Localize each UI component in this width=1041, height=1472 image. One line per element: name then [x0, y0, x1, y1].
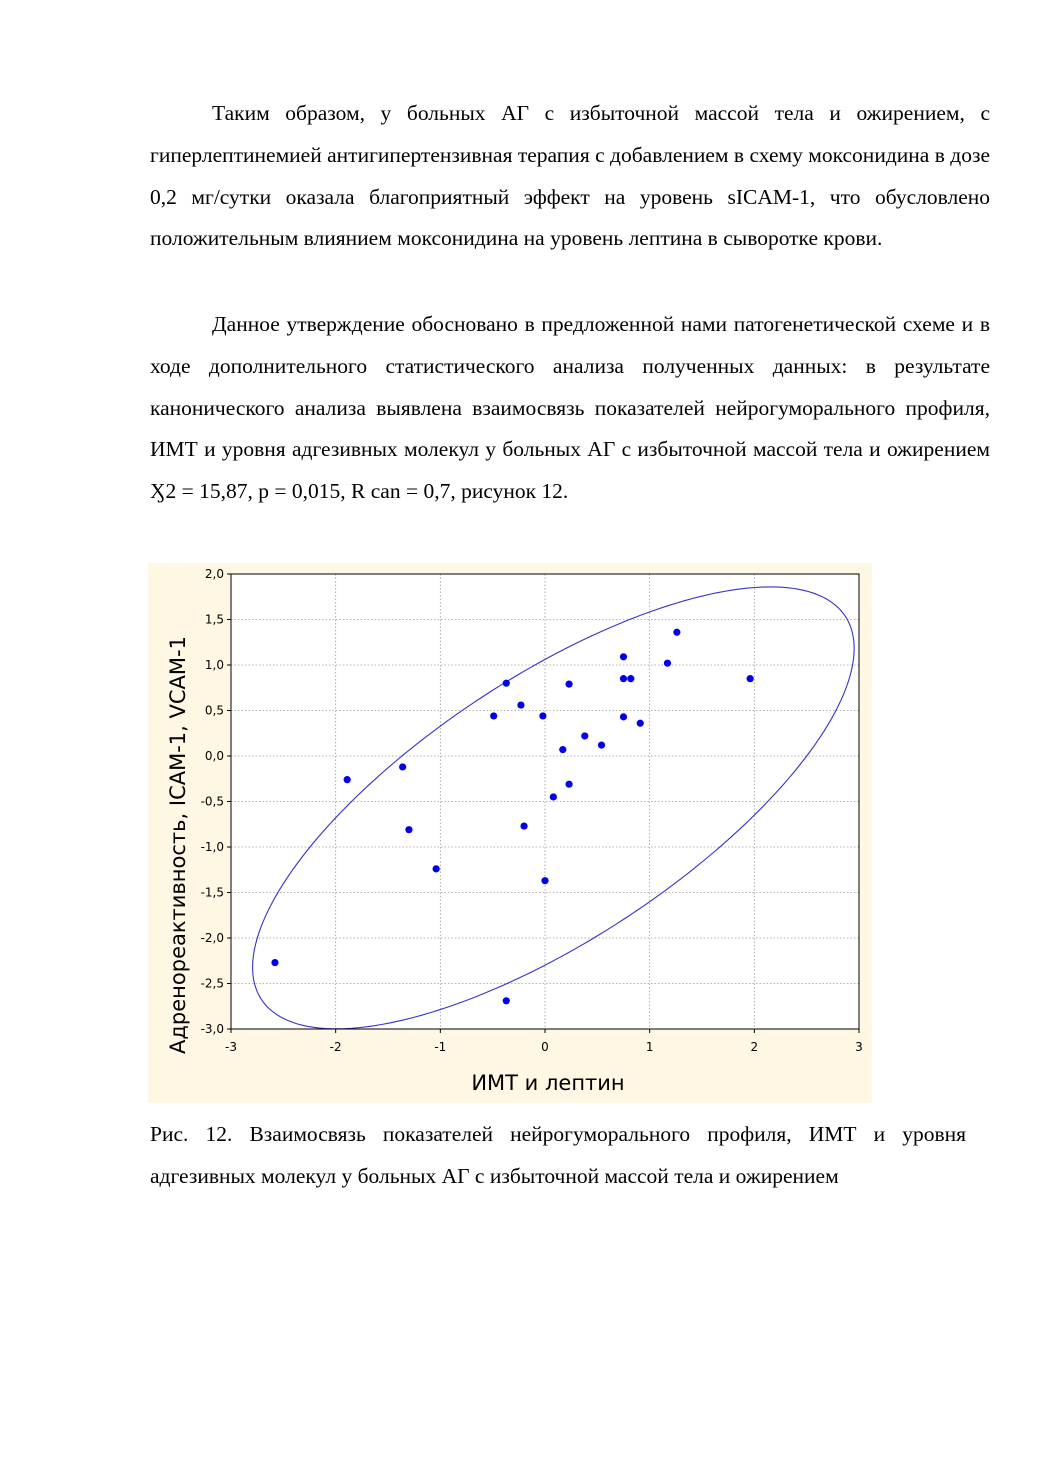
figure-caption: Рис. 12. Взаимосвязь показателей нейрогуморального профиля, ИМТ и уровня адгезивных молекул у больных АГ с избыточной массой тела и ожирением: [150, 1122, 966, 1188]
scatter-point: [565, 781, 572, 788]
y-tick-label: 2,0: [204, 567, 224, 581]
scatter-point: [627, 675, 634, 682]
y-tick-label: -2,5: [200, 976, 224, 991]
scatter-point: [520, 822, 527, 829]
x-tick-label: -1: [434, 1040, 447, 1054]
y-axis-title: Адренореактивность, ICAM-1, VCAM-1: [166, 636, 190, 1054]
scatter-point: [747, 675, 754, 682]
scatter-point: [433, 865, 440, 872]
scatter-point: [503, 997, 510, 1004]
scatter-point: [565, 681, 572, 688]
x-tick-label: 0: [541, 1040, 549, 1054]
y-tick-label: 0,0: [204, 749, 224, 763]
x-axis-title: ИМТ и лептин: [471, 1071, 625, 1095]
scatter-point: [550, 793, 557, 800]
scatter-point: [637, 720, 644, 727]
scatter-point: [620, 713, 627, 720]
scatter-chart: [148, 563, 872, 1103]
scatter-point: [539, 712, 546, 719]
scatter-point: [405, 826, 412, 833]
scatter-point: [271, 959, 278, 966]
x-tick-label: -2: [329, 1040, 342, 1054]
x-tick-label: 3: [855, 1040, 863, 1054]
scatter-point: [517, 701, 524, 708]
scatter-point: [598, 741, 605, 748]
y-tick-label: -0,5: [200, 794, 224, 809]
y-tick-label: -2,0: [200, 931, 224, 945]
y-tick-label: 0,5: [204, 703, 224, 718]
paragraph-conclusion: Таким образом, у больных АГ с избыточной массой тела и ожирением, с гиперлептинемией антигипертензивная терапия с добавлением в схему моксонидина в дозе 0,2 мг/сутки оказала благоприятный эффект на уровень sICAM-1, что обусловлено положительным влиянием моксонидина на уровень лептина в сыворотке крови.: [150, 101, 990, 251]
scatter-point: [620, 675, 627, 682]
x-tick-label: 2: [750, 1040, 759, 1054]
y-tick-label: -1,5: [200, 885, 224, 900]
x-tick-label: -3: [225, 1040, 237, 1054]
scatter-point: [541, 877, 548, 884]
y-tick-label: 1,5: [204, 612, 224, 627]
y-tick-label: -3,0: [200, 1022, 224, 1036]
y-tick-label: 1,0: [204, 658, 224, 672]
scatter-point: [490, 712, 497, 719]
y-tick-label: -1,0: [200, 840, 224, 854]
paragraph-analysis: Данное утверждение обосновано в предложенной нами патогенетической схеме и в ходе дополнительного статистического анализа полученных данных: в результате канонического анализа выявлена взаимосвязь показателей нейрогуморального профиля, ИМТ и уровня адгезивных молекул у больных АГ с избыточной массой тела и ожирением Ӽ2 = 15,87, р = 0,015, R can = 0,7, рисунок 12.: [150, 312, 990, 504]
scatter-point: [620, 653, 627, 660]
scatter-point: [559, 746, 566, 753]
scatter-point: [581, 732, 588, 739]
scatter-point: [664, 660, 671, 667]
x-tick-label: 1: [645, 1040, 654, 1054]
scatter-point: [399, 763, 406, 770]
figure-12: [148, 563, 872, 1103]
scatter-point: [673, 629, 680, 636]
scatter-point: [344, 776, 351, 783]
scatter-point: [503, 680, 510, 687]
